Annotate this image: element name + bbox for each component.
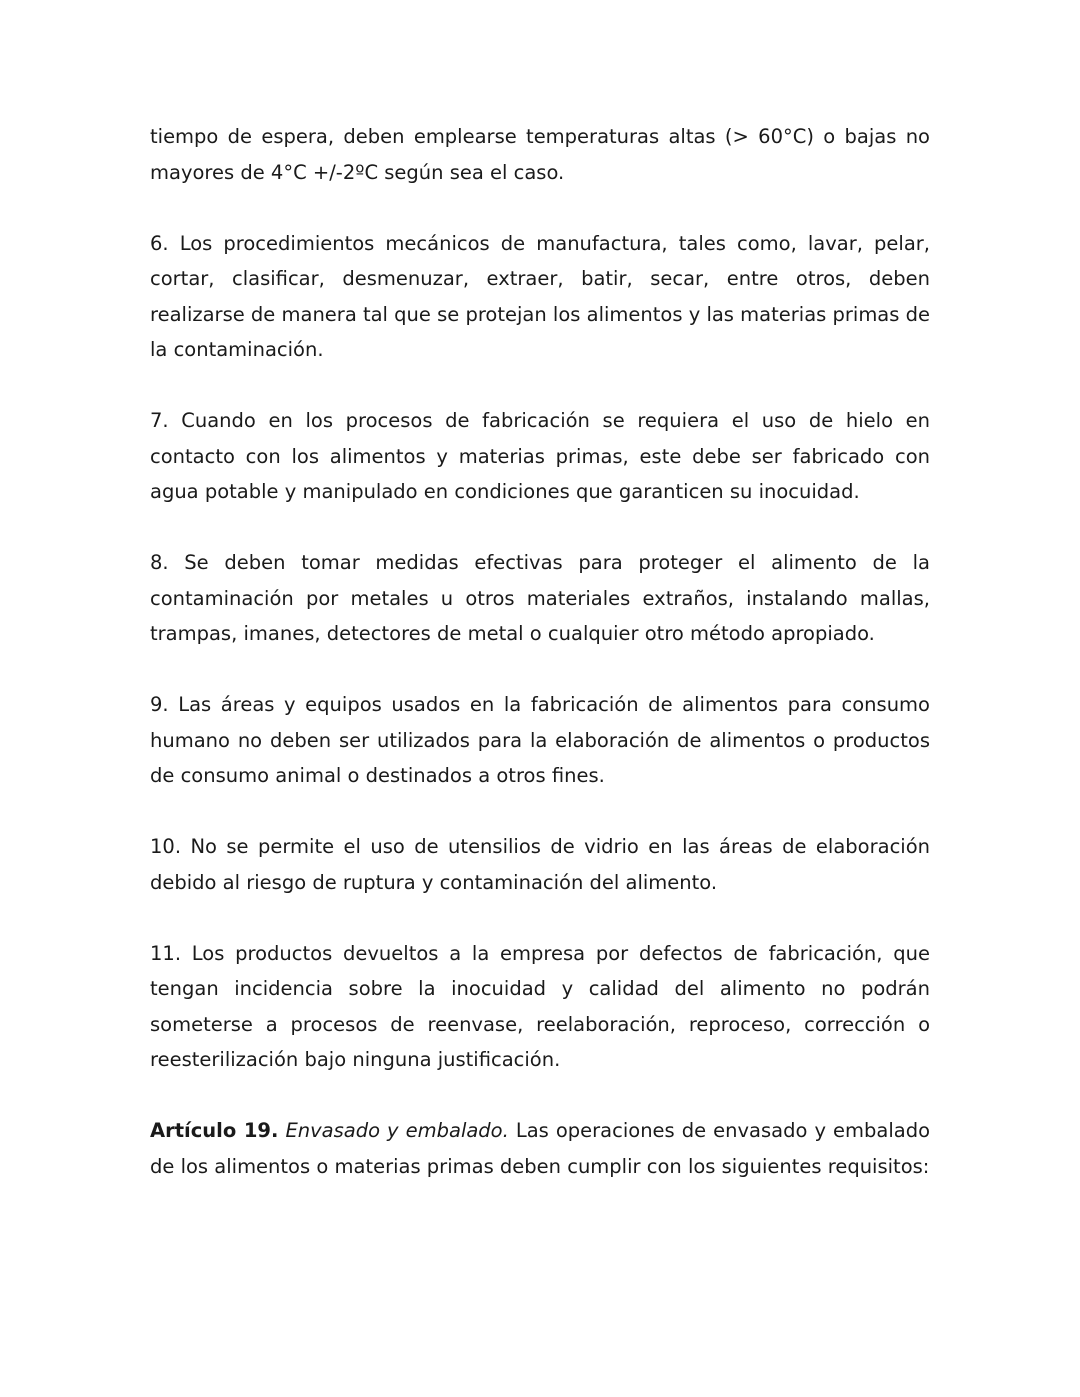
article-19-paragraph (150, 1113, 930, 1184)
document-page (150, 119, 930, 1220)
paragraph-continuation: tiempo de espera, deben emplearse temperaturas altas (> 60°C) o bajas no mayores de 4°C +/-2ºC según sea el caso. (150, 125, 930, 184)
article-title: Artículo 19. (150, 1119, 279, 1142)
paragraph-item-6: 6. Los procedimientos mecánicos de manufactura, tales como, lavar, pelar, cortar, clasificar, desmenuzar, extraer, batir, secar, entre otros, deben realizarse de manera tal que se protejan los alimentos y las materias primas de la contaminación. (150, 231, 930, 361)
article-subtitle: Envasado y embalado. (285, 1119, 509, 1142)
paragraph-item-10: 10. No se permite el uso de utensilios de vidrio en las áreas de elaboración debido al riesgo de ruptura y contaminación del alimento. (150, 835, 930, 894)
paragraph-item-7: 7. Cuando en los procesos de fabricación se requiera el uso de hielo en contacto con los alimentos y materias primas, este debe ser fabricado con agua potable y manipulado en condiciones que garanticen su inocuidad. (150, 409, 930, 503)
paragraph-item-11: 11. Los productos devueltos a la empresa por defectos de fabricación, que tengan incidencia sobre la inocuidad y calidad del alimento no podrán someterse a procesos de reenvase, reelaboración, reproceso, corrección o reesterilización bajo ninguna justificación. (150, 941, 930, 1071)
paragraph-item-8: 8. Se deben tomar medidas efectivas para proteger el alimento de la contaminación por metales u otros materiales extraños, instalando mallas, trampas, imanes, detectores de metal o cualquier otro método apropiado. (150, 551, 930, 645)
paragraph-item-9: 9. Las áreas y equipos usados en la fabricación de alimentos para consumo humano no deben ser utilizados para la elaboración de alimentos o productos de consumo animal o destinados a otros fines. (150, 693, 930, 787)
article-body: Las operaciones de envasado y embalado de los alimentos o materias primas deben cumplir con los siguientes requisitos: (150, 1119, 931, 1178)
